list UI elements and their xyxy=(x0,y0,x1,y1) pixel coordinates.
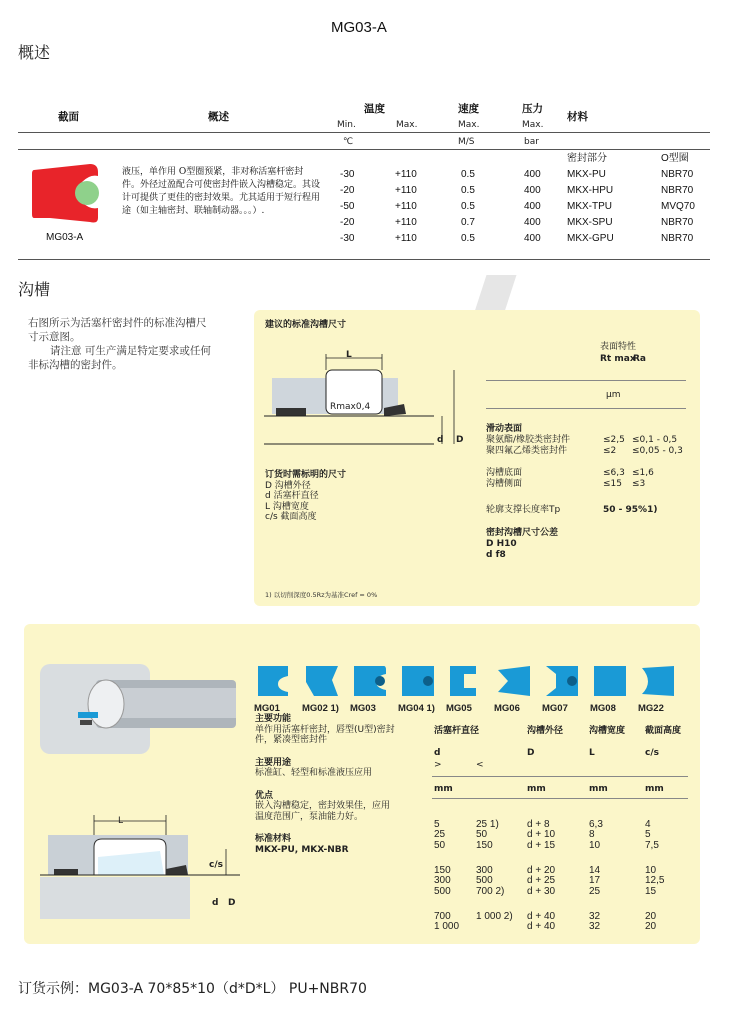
spec-max: +110 xyxy=(395,201,417,212)
size-cell: 8 xyxy=(589,829,595,840)
description: 液压，单作用 O型圈预紧，非对称活塞杆密封件。外径过盈配合可使密封件嵌入沟槽稳定。其设计可提供了更佳的密封效果。尤其适用于短行程用途（如主轴密封、联轴制动器。。。）. xyxy=(122,167,321,216)
spec-seal: MKX-PU xyxy=(567,169,606,180)
sub-header: d xyxy=(434,748,441,758)
profile-label: MG04 1) xyxy=(398,703,435,714)
features-line: 件，紧凑型密封件 xyxy=(255,735,328,745)
spec-min: -30 xyxy=(340,233,355,244)
groove-intro-line: 寸示意图。 xyxy=(28,331,81,343)
size-cell: 12,5 xyxy=(645,875,665,886)
features-title: 主要功能 xyxy=(255,714,292,724)
label-rmax: Rmax0,4 xyxy=(330,402,371,412)
header-speed-max: Max. xyxy=(458,120,480,130)
surface-row-v2: ≤0,1 - 0,5 xyxy=(632,435,678,445)
order-item: D 沟槽外径 xyxy=(265,480,311,491)
unit: mm xyxy=(645,784,664,794)
size-cell: 25 1) xyxy=(476,819,499,830)
label2-L: L xyxy=(118,816,124,826)
mat-title: 标准材料 xyxy=(255,834,292,844)
size-cell: 300 xyxy=(476,865,493,876)
spec-oring: MVQ70 xyxy=(661,201,695,212)
header-pressure-max: Max. xyxy=(522,120,544,130)
profile-shape xyxy=(398,662,438,700)
groove-intro-line: 右图所示为活塞杆密封件的标准沟槽尺 xyxy=(28,317,207,329)
col-header: 活塞杆直径 xyxy=(434,726,480,736)
size-cell: 50 xyxy=(476,829,488,840)
speed-unit: M/S xyxy=(458,137,475,147)
spec-seal: MKX-GPU xyxy=(567,233,614,244)
size-cell: 4 xyxy=(645,819,651,830)
size-cell: 32 xyxy=(589,921,601,932)
size-cell: 17 xyxy=(589,875,601,886)
header-max: Max. xyxy=(396,120,418,130)
table-rule-bottom xyxy=(18,259,710,260)
panel2-rule-2 xyxy=(432,798,688,799)
tolerance-D: D H10 xyxy=(486,539,517,549)
sub-header: c/s xyxy=(645,748,659,758)
table-rule-top xyxy=(18,132,710,133)
sliding-label: 滑动表面 xyxy=(486,424,523,434)
tolerance-d: d f8 xyxy=(486,550,506,560)
label-L: L xyxy=(346,350,352,360)
spec-pressure: 400 xyxy=(524,233,541,244)
size-cell: 15 xyxy=(645,886,657,897)
panel1-rule-2 xyxy=(486,408,686,409)
size-cell: d + 40 xyxy=(527,911,556,922)
tp-value: 50 - 95%1) xyxy=(603,505,658,515)
sub-header: L xyxy=(589,748,595,758)
spec-speed: 0.5 xyxy=(461,233,475,244)
size-cell: d + 8 xyxy=(527,819,550,830)
temp-unit: ℃ xyxy=(343,137,354,147)
groove-intro-line: 非标沟槽的密封件。 xyxy=(28,359,123,371)
spec-max: +110 xyxy=(395,169,417,180)
size-cell: 25 xyxy=(589,886,601,897)
label-d: d xyxy=(437,435,444,445)
rod-drawing xyxy=(36,656,240,756)
profile-label: MG02 1) xyxy=(302,703,339,714)
spec-oring: NBR70 xyxy=(661,233,694,244)
order-item: c/s 截面高度 xyxy=(265,512,317,522)
page-title: MG03-A xyxy=(331,19,387,36)
use-title: 主要用途 xyxy=(255,757,292,768)
size-cell: d + 20 xyxy=(527,865,556,876)
profile-label: MG07 xyxy=(542,703,568,714)
surface-row-v2: ≤1,6 xyxy=(632,468,654,478)
surface-row-v1: ≤15 xyxy=(603,479,622,489)
profile-label: MG01 xyxy=(254,703,280,714)
spec-pressure: 400 xyxy=(524,201,541,212)
spec-speed: 0.5 xyxy=(461,169,475,180)
groove-drawing xyxy=(264,340,470,450)
overview-heading: 概述 xyxy=(18,43,51,62)
unit: mm xyxy=(434,784,453,794)
spec-speed: 0.7 xyxy=(461,217,475,228)
header-material: 材料 xyxy=(567,111,588,123)
profile-label: MG22 xyxy=(638,703,664,714)
spec-min: -50 xyxy=(340,201,355,212)
spec-seal: MKX-TPU xyxy=(567,201,612,212)
label2-D: D xyxy=(228,898,236,908)
spec-seal: MKX-HPU xyxy=(567,185,614,196)
compare-gt: > xyxy=(434,760,442,770)
rt-label: Rt max xyxy=(600,354,636,364)
panel2-rule-1 xyxy=(432,776,688,777)
size-cell: d + 25 xyxy=(527,875,556,886)
size-cell: 25 xyxy=(434,829,446,840)
watermark-shape xyxy=(474,275,517,315)
ra-label: Ra xyxy=(633,354,647,364)
adv-line: 嵌入沟槽稳定，密封效果佳，应用 xyxy=(255,801,391,811)
col-header: 沟槽宽度 xyxy=(589,726,626,736)
size-cell: 7,5 xyxy=(645,840,659,851)
panel1-title: 建议的标准沟槽尺寸 xyxy=(265,320,347,330)
header-temperature: 温度 xyxy=(364,103,385,115)
label-D: D xyxy=(456,435,464,445)
size-cell: 500 xyxy=(476,875,493,886)
profile-shape xyxy=(590,662,630,700)
order-dimensions xyxy=(265,470,346,523)
spec-max: +110 xyxy=(395,233,417,244)
header-section: 截面 xyxy=(58,111,79,123)
um-label: μm xyxy=(606,390,621,400)
profile-label: MG03 xyxy=(350,703,376,714)
material-oring-header: O型圈 xyxy=(661,153,689,164)
groove-intro-line: 请注意 可生产满足特定要求或任何 xyxy=(50,345,211,357)
size-cell: 500 xyxy=(434,886,451,897)
surface-row-v1: ≤2 xyxy=(603,446,617,456)
adv-title: 优点 xyxy=(255,790,274,801)
size-cell: d + 15 xyxy=(527,840,556,851)
surface-row-v1: ≤6,3 xyxy=(603,468,625,478)
size-cell: 10 xyxy=(645,865,657,876)
spec-max: +110 xyxy=(395,217,417,228)
features-line: 单作用活塞杆密封，唇型(U型)密封 xyxy=(255,724,395,735)
order-example: 订货示例：MG03-A 70*85*10（d*D*L） PU+NBR70 xyxy=(18,981,367,997)
spec-speed: 0.5 xyxy=(461,201,475,212)
material-seal-header: 密封部分 xyxy=(567,153,607,164)
groove-heading: 沟槽 xyxy=(18,280,51,299)
surface-row-v2: ≤3 xyxy=(632,479,646,489)
profile-shape xyxy=(542,662,582,700)
surface-row-label: 聚四氟乙烯类密封件 xyxy=(486,446,568,456)
sub-header: D xyxy=(527,748,535,758)
spec-min: -20 xyxy=(340,217,355,228)
size-cell: 5 xyxy=(434,819,440,830)
size-cell: 50 xyxy=(434,840,446,851)
surface-row-label: 沟槽侧面 xyxy=(486,479,523,489)
tp-label: 轮廓支撑长度率Tp xyxy=(486,505,561,515)
profile-info xyxy=(255,714,425,855)
size-cell: 700 xyxy=(434,911,451,922)
surface-header: 表面特性 xyxy=(600,342,637,352)
col-header: 截面高度 xyxy=(645,726,682,736)
size-cell: 20 xyxy=(645,921,657,932)
size-cell: 300 xyxy=(434,875,451,886)
mat-value: MKX-PU, MKX-NBR xyxy=(255,844,349,855)
size-cell: d + 40 xyxy=(527,921,556,932)
size-cell: 150 xyxy=(476,840,493,851)
spec-seal: MKX-SPU xyxy=(567,217,613,228)
profile-shape xyxy=(302,662,342,700)
label2-d: d xyxy=(212,898,219,908)
size-cell: 32 xyxy=(589,911,601,922)
label2-cs: c/s xyxy=(209,860,223,870)
compare-lt: < xyxy=(476,760,484,770)
table-rule-mid xyxy=(18,149,710,150)
tolerance-title: 密封沟槽尺寸公差 xyxy=(486,528,559,538)
spec-pressure: 400 xyxy=(524,217,541,228)
unit: mm xyxy=(527,784,546,794)
panel1-footnote: 1) 以切削深度0.5Rz为基准Cref = 0% xyxy=(265,591,378,599)
pressure-unit: bar xyxy=(524,137,539,147)
unit: mm xyxy=(589,784,608,794)
header-min: Min. xyxy=(337,120,356,130)
spec-min: -20 xyxy=(340,185,355,196)
profile-shape xyxy=(638,662,678,700)
spec-pressure: 400 xyxy=(524,185,541,196)
profile-label: MG06 xyxy=(494,703,520,714)
seal-section-image xyxy=(30,160,102,226)
surface-row-label: 沟槽底面 xyxy=(486,468,523,478)
size-cell: d + 10 xyxy=(527,829,556,840)
size-cell: 700 2) xyxy=(476,886,505,897)
use-line: 标准缸、轻型和标准液压应用 xyxy=(255,768,373,778)
order-item: L 沟槽宽度 xyxy=(265,501,309,512)
surface-row-v1: ≤2,5 xyxy=(603,435,625,445)
profile-shape xyxy=(494,662,534,700)
header-overview: 概述 xyxy=(208,111,229,123)
spec-oring: NBR70 xyxy=(661,169,694,180)
spec-speed: 0.5 xyxy=(461,185,475,196)
header-speed: 速度 xyxy=(458,103,479,115)
order-title: 订货时需标明的尺寸 xyxy=(265,470,347,480)
profile-label: MG08 xyxy=(590,703,616,714)
size-cell: 1 000 2) xyxy=(476,911,513,922)
size-cell: 5 xyxy=(645,829,651,840)
adv-line: 温度范围广，泵油能力好。 xyxy=(255,811,364,822)
size-cell: 14 xyxy=(589,865,601,876)
groove-intro xyxy=(28,316,211,372)
profile-shape xyxy=(254,662,294,700)
profile-shape xyxy=(446,662,486,700)
section-label: MG03-A xyxy=(46,232,84,243)
spec-oring: NBR70 xyxy=(661,185,694,196)
spec-oring: NBR70 xyxy=(661,217,694,228)
profile-label: MG05 xyxy=(446,703,472,714)
profile-shape xyxy=(350,662,390,700)
panel1-rule-1 xyxy=(486,380,686,381)
spec-max: +110 xyxy=(395,185,417,196)
surface-row-label: 聚氨酯/橡胶类密封件 xyxy=(486,435,571,445)
size-cell: 150 xyxy=(434,865,451,876)
spec-pressure: 400 xyxy=(524,169,541,180)
col-header: 沟槽外径 xyxy=(527,726,564,736)
size-cell: 10 xyxy=(589,840,601,851)
order-item: d 活塞杆直径 xyxy=(265,491,319,501)
surface-row-v2: ≤0,05 - 0,3 xyxy=(632,446,683,456)
size-cell: 6,3 xyxy=(589,819,603,830)
header-pressure: 压力 xyxy=(522,103,543,115)
size-cell: 1 000 xyxy=(434,921,460,932)
size-cell: d + 30 xyxy=(527,886,556,897)
spec-min: -30 xyxy=(340,169,355,180)
size-cell: 20 xyxy=(645,911,657,922)
